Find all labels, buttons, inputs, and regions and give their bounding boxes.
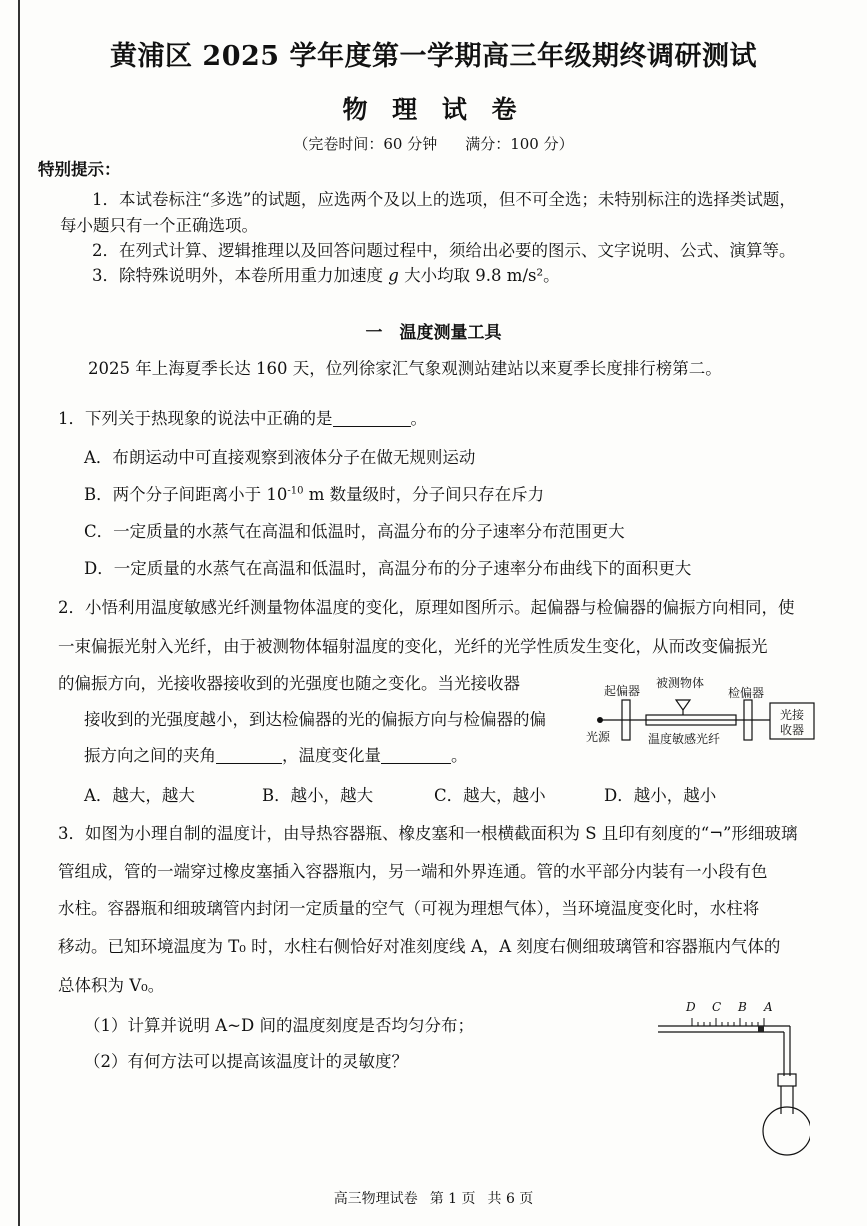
q1-option-d: D．一定质量的水蒸气在高温和低温时，高温分布的分子速率分布曲线下的面积更大 <box>84 559 692 578</box>
section-title: 一 温度测量工具 <box>365 323 502 343</box>
light-source-dot <box>597 717 603 723</box>
q2-line-3: 的偏振方向，光接收器接收到的光强度也随之变化。当光接收器 <box>58 674 520 693</box>
footer-page: 第 1 页 <box>429 1191 476 1207</box>
q2-option-d: D．越小，越小 <box>604 786 717 805</box>
q1-stem <box>58 405 427 429</box>
q1-option-b <box>84 481 544 505</box>
receiver-label-1: 光接 <box>780 708 805 722</box>
object-shape <box>676 700 690 710</box>
object-label: 被测物体 <box>656 676 705 690</box>
notice-item-3 <box>92 262 560 286</box>
thermometer-svg <box>650 996 810 1166</box>
analyzer-label: 检偏器 <box>728 686 765 700</box>
exam-title: 黄浦区 2025 学年度第一学期高三年级期终调研测试 <box>110 41 757 72</box>
rubber-stopper <box>778 1074 796 1086</box>
q3-line-5: 总体积为 V₀。 <box>58 976 165 995</box>
q1-option-b-pre: B．两个分子间距离小于 10 <box>84 485 288 504</box>
section-intro: 2025 年上海夏季长达 160 天，位列徐家汇气象观测站建站以来夏季长度排行榜第二。 <box>88 359 722 378</box>
flask-body <box>763 1107 810 1155</box>
mark-c: C <box>712 1000 722 1014</box>
q3-sub-1: （1）计算并说明 A~D 间的温度刻度是否均匀分布； <box>84 1016 474 1035</box>
polarizer-label: 起偏器 <box>604 684 641 698</box>
fiber-diagram <box>580 670 840 750</box>
q2-line-4: 接收到的光强度越小，到达检偏器的光的偏振方向与检偏器的偏 <box>84 710 546 729</box>
q2-line-5-end: 。 <box>451 746 468 765</box>
thermometer-diagram <box>650 996 810 1166</box>
gravity-symbol: g <box>388 266 399 285</box>
exam-time-info <box>0 133 867 154</box>
exam-subtitle: 物 理 试 卷 <box>342 95 525 124</box>
q2-line-1: 2．小悟利用温度敏感光纤测量物体温度的变化，原理如图所示。起偏器与检偏器的偏振方向相同，使 <box>58 598 795 617</box>
notice-item-2: 2．在列式计算、逻辑推理以及回答问题过程中，须给出必要的图示、文字说明、公式、演算等。 <box>92 241 796 260</box>
notice-item-1-cont: 每小题只有一个正确选项。 <box>60 216 258 235</box>
q1-option-b-exp: -10 <box>287 485 304 497</box>
q2-blank-angle[interactable] <box>216 747 282 764</box>
tube-scale-ticks <box>692 1018 764 1026</box>
q2-option-b: B．越小，越大 <box>262 786 374 805</box>
page-left-border <box>18 0 20 1226</box>
q1-option-a: A．布朗运动中可直接观察到液体分子在做无规则运动 <box>84 448 476 467</box>
q3-sub-2: （2）有何方法可以提高该温度计的灵敏度？ <box>84 1052 408 1071</box>
q1-stem-text: 1．下列关于热现象的说法中正确的是 <box>58 409 333 428</box>
footer-total: 共 6 页 <box>487 1191 534 1207</box>
q1-stem-end: 。 <box>410 409 427 428</box>
mark-a: A <box>764 1000 773 1014</box>
fiber-label: 温度敏感光纤 <box>648 732 721 746</box>
receiver-label-2: 收器 <box>780 723 805 737</box>
notice-heading: 特别提示： <box>38 160 121 179</box>
q1-option-b-post: m 数量级时，分子间只存在斥力 <box>303 485 545 504</box>
water-column <box>758 1026 764 1032</box>
notice-item-1: 1．本试卷标注“多选”的试题，应选两个及以上的选项，但不可全选；未特别标注的选择类试题， <box>92 190 796 209</box>
notice-item-3-post: 大小均取 9.8 m/s²。 <box>404 266 560 285</box>
q2-option-a: A．越大，越大 <box>84 786 195 805</box>
q3-line-1: 3．如图为小理自制的温度计，由导热容器瓶、橡皮塞和一根横截面积为 S 且印有刻度的“¬”形细玻璃 <box>58 824 798 843</box>
q2-line-5 <box>84 742 468 766</box>
q3-line-4: 移动。已知环境温度为 T₀ 时，水柱右侧恰好对准刻度线 A，A 刻度右侧细玻璃管和容器瓶内气体的 <box>58 937 781 956</box>
source-label: 光源 <box>586 730 611 744</box>
q3-line-2: 管组成，管的一端穿过橡皮塞插入容器瓶内，另一端和外界连通。管的水平部分内装有一小段有色 <box>58 862 768 881</box>
q2-option-c: C．越大，越小 <box>434 786 546 805</box>
q1-answer-blank[interactable] <box>333 410 411 427</box>
mark-d: D <box>686 1000 696 1014</box>
q2-line-5-pre: 振方向之间的夹角 <box>84 746 216 765</box>
q2-blank-temp[interactable] <box>381 747 451 764</box>
score-label: 满分：100 分） <box>465 135 574 153</box>
q2-line-2: 一束偏振光射入光纤，由于被测物体辐射温度的变化，光纤的光学性质发生变化，从而改变偏振光 <box>58 637 768 656</box>
notice-item-3-pre: 3．除特殊说明外，本卷所用重力加速度 <box>92 266 383 285</box>
mark-b: B <box>738 1000 747 1014</box>
q3-line-3: 水柱。容器瓶和细玻璃管内封闭一定质量的空气（可视为理想气体），当环境温度变化时，水柱将 <box>58 899 760 918</box>
q2-line-5-mid: ，温度变化量 <box>282 746 381 765</box>
time-label: （完卷时间：60 分钟 <box>293 135 438 153</box>
q1-option-c: C．一定质量的水蒸气在高温和低温时，高温分布的分子速率分布范围更大 <box>84 522 625 541</box>
page-footer <box>0 1188 867 1208</box>
footer-subject: 高三物理试卷 <box>333 1191 418 1207</box>
